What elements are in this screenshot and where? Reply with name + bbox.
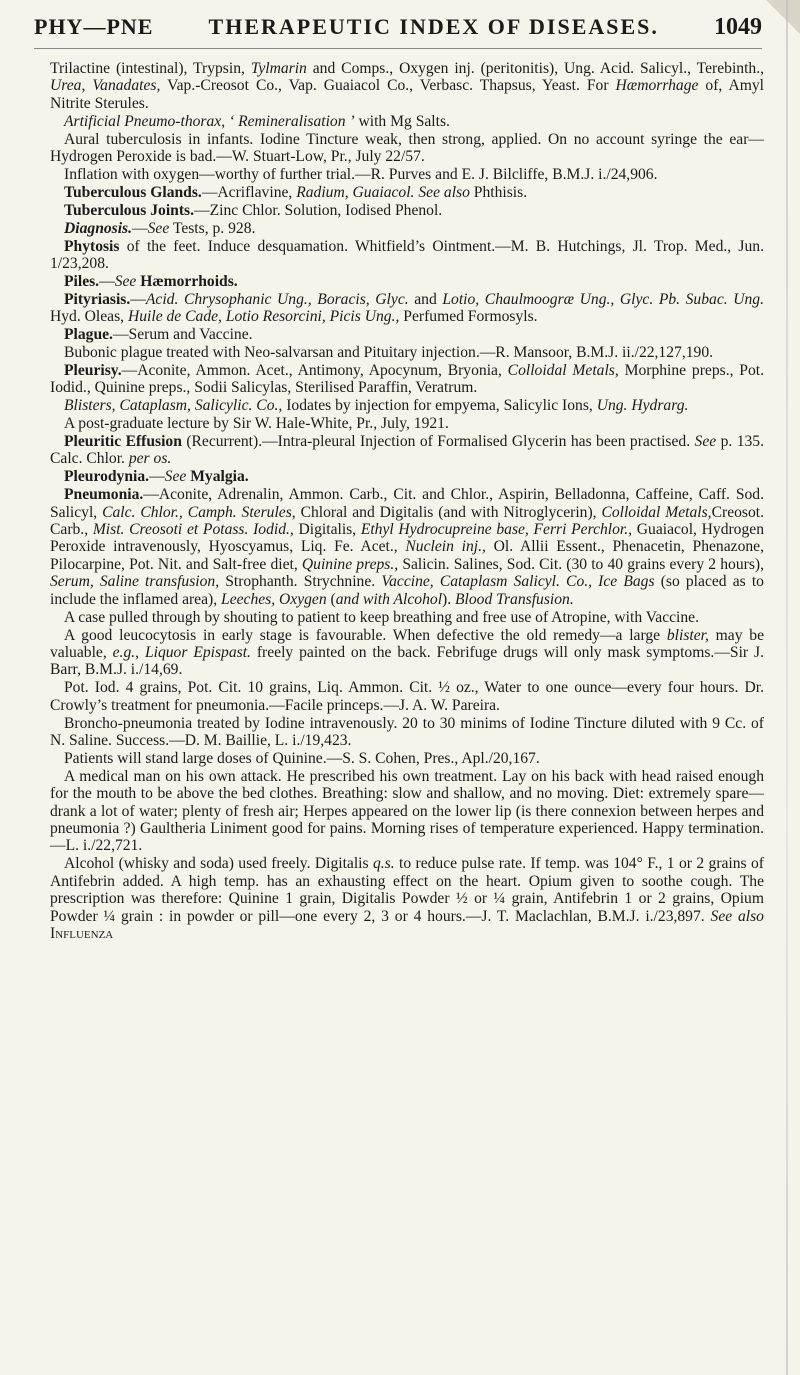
text-segment: Ung. Hydrarg. xyxy=(596,397,689,415)
text-segment: Myalgia. xyxy=(190,468,249,486)
text-segment: Guaiacol, Hydrogen Peroxide intravenously, Hyoscyamus, Liq. Fe. Acet., xyxy=(50,521,764,556)
text-segment: Ethyl Hydrocupreine base, Ferri Perchlor., xyxy=(360,521,633,539)
index-paragraph xyxy=(50,397,764,414)
text-segment: Hæmorrhage xyxy=(615,77,699,95)
header-title: THERAPEUTIC INDEX OF DISEASES. xyxy=(208,14,659,39)
index-body xyxy=(50,60,764,1365)
index-paragraph xyxy=(50,486,764,608)
text-segment: and xyxy=(408,290,443,308)
text-segment: Pot. Iod. 4 grains, Pot. Cit. 10 grains, Liq. Ammon. Cit. ½ oz., Water to one ounce—every four hours. Dr. Crowly’s treatment for pneumonia.—Facile princeps.—J. A. W. Pareira. xyxy=(50,679,764,714)
text-segment: A case pulled through by shouting to patient to keep breathing and free use of Atropine, with Vaccine. xyxy=(64,608,699,626)
text-segment: ). xyxy=(442,590,456,608)
index-paragraph xyxy=(50,609,764,626)
text-segment: See also xyxy=(710,907,764,925)
text-segment: —Aconite, Ammon. Acet., Antimony, Apocynum, Bryonia, xyxy=(121,361,508,379)
text-segment: and Comps., Oxygen inj. (peritonitis), Ung. Acid. Salicyl., Terebinth., xyxy=(306,60,764,77)
text-segment: blister, xyxy=(666,626,709,644)
text-segment: Tests, p. 928. xyxy=(169,219,256,237)
text-segment: Vaccine, Cataplasm Salicyl. Co., Ice Bags xyxy=(381,573,655,591)
text-segment: Pneumonia. xyxy=(64,486,144,504)
text-segment: of the feet. Induce desquamation. Whitfield’s Ointment.—M. B. Hutchings, Jl. Trop. Med., Jun. 1/23,208. xyxy=(50,237,764,272)
text-segment: See xyxy=(114,272,137,290)
text-segment: may be valuable, xyxy=(50,626,764,661)
text-segment: —Serum and Vaccine. xyxy=(112,326,253,344)
text-segment: Hæmorrhoids. xyxy=(140,272,238,290)
text-segment: Pleurodynia. xyxy=(64,468,150,486)
text-segment: See xyxy=(147,219,170,237)
text-segment: with Mg Salts. xyxy=(354,112,450,130)
index-paragraph xyxy=(50,362,764,397)
text-segment: Influenza xyxy=(50,924,114,942)
text-segment: freely painted on the back. Febrifuge drugs will only mask symptoms.—Sir J. Barr, B.M.J. i./14,69. xyxy=(50,643,764,679)
text-segment: Broncho-pneumonia treated by Iodine intravenously. 20 to 30 minims of Iodine Tincture diluted with 9 Cc. of N. Saline. Success.—D. M. Baillie, L. i./19,423. xyxy=(50,714,764,749)
text-segment: Blisters, Cataplasm, Salicylic. Co., xyxy=(64,397,283,415)
page-edge-shadow xyxy=(786,0,788,1375)
text-segment: Radium, Guaiacol. See also xyxy=(296,183,470,201)
index-paragraph xyxy=(50,679,764,714)
text-segment: q.s. xyxy=(372,855,395,873)
index-paragraph xyxy=(50,326,764,343)
text-segment: (Recurrent).—Intra-pleural Injection of Formalised Glycerin has been practised. xyxy=(181,433,695,451)
index-paragraph xyxy=(50,184,764,201)
text-segment: Nuclein inj., xyxy=(405,538,486,556)
text-segment: of, Amyl Nitrite Sterules. xyxy=(50,77,764,112)
running-header xyxy=(34,14,762,49)
text-segment: Vap.-Creosot Co., Vap. Guaiacol Co., Verbasc. Thapsus, Yeast. For xyxy=(160,77,616,95)
text-segment: —Zinc Chlor. Solution, Iodised Phenol. xyxy=(194,201,443,219)
text-segment: — xyxy=(99,272,115,290)
text-segment: Huile de Cade, Lotio Resorcini, Picis Ung., xyxy=(127,308,400,326)
text-segment: and with Alcohol xyxy=(335,590,443,608)
text-segment: per os. xyxy=(128,450,172,468)
text-segment: Quinine preps., xyxy=(301,555,399,573)
text-segment: p. 135. Calc. Chlor. xyxy=(50,433,764,468)
index-paragraph xyxy=(50,750,764,767)
page-number: 1049 xyxy=(714,14,762,40)
text-segment: Bubonic plague treated with Neo-salvarsan and Pituitary injection.—R. Mansoor, B.M.J. ii./22,127,190. xyxy=(64,344,714,361)
index-paragraph xyxy=(50,220,764,237)
text-segment: Trilactine (intestinal), Trypsin, xyxy=(50,60,251,77)
index-paragraph xyxy=(50,273,764,290)
text-segment: — xyxy=(149,468,165,486)
text-segment: A post-graduate lecture by Sir W. Hale-White, Pr., July, 1921. xyxy=(64,415,449,433)
index-paragraph xyxy=(50,166,764,183)
text-segment: Colloidal Metals, xyxy=(507,361,619,379)
text-segment: Tuberculous Glands. xyxy=(64,183,202,201)
index-paragraph xyxy=(50,468,764,485)
text-segment: Salicin. Salines, Sod. Cit. (30 to 40 grains every 2 hours), xyxy=(398,555,765,573)
index-paragraph xyxy=(50,415,764,432)
text-segment: Artificial Pneumo-thorax, ‘ Remineralisation ’ xyxy=(64,112,355,130)
text-segment: Hyd. Oleas, xyxy=(50,308,128,326)
text-segment: Acid. Chrysophanic Ung., Boracis, Glyc. xyxy=(145,290,409,308)
index-paragraph xyxy=(50,715,764,750)
header-range: PHY—PNE xyxy=(34,14,154,39)
index-paragraph xyxy=(50,131,764,166)
text-segment: Morphine preps., Pot. Iodid., Quinine preps., Sodii Salicylas, Sterilised Paraffin, Veratrum. xyxy=(50,361,765,397)
index-paragraph xyxy=(50,344,764,361)
text-segment: Iodates by injection for empyema, Salicylic Ions, xyxy=(282,397,597,415)
page-corner-fold xyxy=(766,0,800,34)
text-segment: Piles. xyxy=(64,272,100,290)
text-segment: See xyxy=(694,433,717,451)
text-segment: Pleurisy. xyxy=(64,361,122,379)
text-segment: A medical man on his own attack. He prescribed his own treatment. Lay on his back with head raised enough for the mouth to be above the bed clothes. Breathing: slow and shallow, and no moving. Diet: extremely spare—drank a lot of water; plenty of fresh air; Herpes appeared on the lower lip (is there connexion between herpes and pneumonia ?) Gaultheria Liniment good for pains. Morning rises of temperature experienced. Happy termination.—L. i./22,721. xyxy=(50,767,764,855)
index-paragraph xyxy=(50,202,764,219)
text-segment: — xyxy=(132,219,148,237)
text-segment: Digitalis, xyxy=(293,521,361,539)
text-segment: Diagnosis. xyxy=(64,219,133,237)
text-segment: Patients will stand large doses of Quinine.—S. S. Cohen, Pres., Apl./20,167. xyxy=(64,749,540,767)
text-segment: Pleuritic Effusion xyxy=(64,433,182,451)
text-segment: Phthisis. xyxy=(469,183,528,201)
text-segment: See xyxy=(164,468,187,486)
index-paragraph xyxy=(50,291,764,326)
text-segment: to reduce pulse rate. If temp. was 104° F., 1 or 2 grains of Antifebrin added. A high temp. has an exhausting effect on the heart. Opium given to soothe cough. The prescription was therefore: Quinine 1 grain, Digitalis Powder ½ or ¼ grain, Antifebrin 1 or 2 grains, Opium Powder ¼ grain : in powder or pill—one every 2, 3 or 4 hours.—J. T. Maclachlan, B.M.J. i./23,897. xyxy=(50,855,764,925)
text-segment: Aural tuberculosis in infants. Iodine Tincture weak, then strong, applied. On no account syringe the ear—Hydrogen Peroxide is bad.—W. Stuart-Low, Pr., July 22/57. xyxy=(50,130,764,166)
text-segment: Creosot. Carb., xyxy=(50,503,765,539)
text-segment: (so placed as to include the inflamed area), xyxy=(50,573,764,608)
text-segment: Blood Transfusion. xyxy=(455,590,574,608)
text-segment: — xyxy=(130,290,146,308)
index-paragraph xyxy=(50,113,764,130)
index-paragraph xyxy=(50,627,764,679)
text-segment: Strophanth. Strychnine. xyxy=(219,573,382,591)
text-segment: Chloral and Digitalis (and with Nitroglycerin), xyxy=(295,503,602,521)
text-segment: Mist. Creosoti et Potass. Iodid., xyxy=(92,521,294,539)
text-segment: Serum, Saline transfusion, xyxy=(50,573,220,591)
text-segment: Alcohol (whisky and soda) used freely. Digitalis xyxy=(64,855,373,873)
text-segment: Calc. Chlor., Camph. Sterules, xyxy=(102,503,296,521)
index-paragraph xyxy=(50,768,764,855)
index-paragraph xyxy=(50,855,764,942)
text-segment: e.g., Liquor Epispast. xyxy=(112,643,251,661)
text-segment: Perfumed Formosyls. xyxy=(399,308,538,326)
text-segment: Ol. Allii Essent., Phenacetin, Phenazone, Pilocarpine, Pot. Nit. and Salt-free diet, xyxy=(50,538,764,573)
index-paragraph xyxy=(50,433,764,468)
text-segment: Tuberculous Joints. xyxy=(64,201,194,219)
text-segment: Inflation with oxygen—worthy of further trial.—R. Purves and E. J. Bilcliffe, B.M.J. i./24,906. xyxy=(64,165,658,183)
text-segment: A good leucocytosis in early stage is favourable. When defective the old remedy—a large xyxy=(64,626,667,644)
text-segment: Colloidal Metals, xyxy=(601,503,712,521)
text-segment: Pityriasis. xyxy=(64,290,131,308)
text-segment: —Acriflavine, xyxy=(201,183,297,201)
text-segment: Leeches, Oxygen xyxy=(221,590,327,608)
index-paragraph xyxy=(50,238,764,273)
text-segment: ( xyxy=(326,590,336,608)
text-segment: Phytosis xyxy=(64,237,120,255)
text-segment: —Aconite, Adrenalin, Ammon. Carb., Cit. and Chlor., Aspirin, Belladonna, Caffeine, Caff. Sod. Salicyl, xyxy=(50,486,764,521)
text-segment: Urea, Vanadates, xyxy=(50,77,161,95)
text-segment: Plague. xyxy=(64,326,113,344)
text-segment: Tylmarin xyxy=(250,60,307,77)
index-paragraph xyxy=(50,60,764,112)
text-segment: Lotio, Chaulmoogræ Ung., Glyc. Pb. Subac. Ung. xyxy=(442,290,764,308)
